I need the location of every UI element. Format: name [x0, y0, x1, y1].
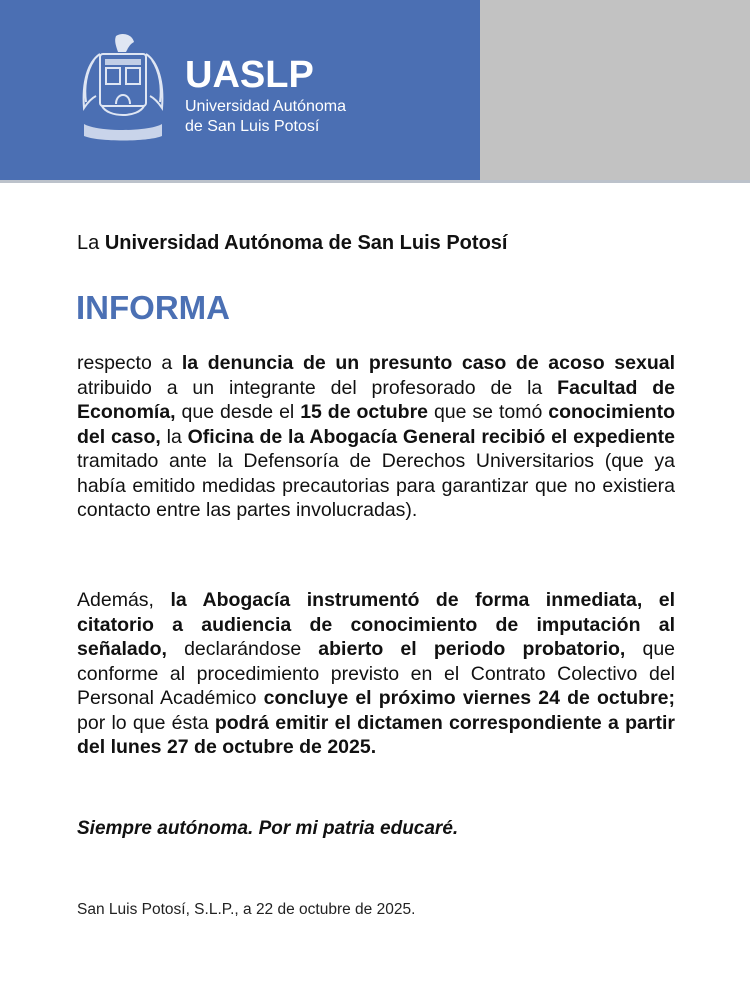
text-segment: que desde el: [175, 401, 301, 423]
bold-segment: concluye el próximo viernes 24 de octubre;: [263, 687, 676, 709]
text-segment: atribuido a un integrante del profesorado de la: [77, 376, 558, 399]
brand-panel: [0, 0, 480, 180]
bold-segment: abierto el periodo probatorio,: [318, 638, 626, 660]
intro-line: [77, 230, 507, 256]
brand-name-line1: Universidad Autónoma: [185, 98, 346, 115]
motto: Siempre autónoma. Por mi patria educaré.: [77, 818, 459, 839]
text-segment: Además,: [77, 589, 171, 611]
paragraph-2: [77, 588, 675, 760]
institution-name: Universidad Autónoma de San Luis Potosí: [104, 232, 508, 254]
text-segment: por lo que ésta: [77, 711, 215, 734]
header-divider: [0, 180, 750, 183]
header-banner: [0, 0, 750, 182]
text-segment: declarándose: [166, 638, 319, 660]
text-segment: que se tomó: [428, 401, 549, 423]
bold-segment: conocimiento del caso,: [77, 401, 675, 448]
bold-segment: 15 de octubre: [300, 401, 429, 423]
gray-block: [480, 0, 750, 180]
text-segment: respecto a: [77, 352, 182, 374]
place-date: San Luis Potosí, S.L.P., a 22 de octubre de 2025.: [77, 901, 416, 918]
text-segment: que conforme al procedimiento previsto en el Contrato Colectivo del Personal Académico: [77, 638, 676, 709]
heading-informa: INFORMA: [76, 289, 230, 326]
intro-prefix: La: [77, 232, 100, 254]
text-segment: la: [160, 425, 188, 448]
paragraph-1: [77, 351, 675, 523]
bold-segment: Facultad de Economía,: [77, 376, 676, 423]
bold-segment: la Abogacía instrumentó de forma inmediata, el citatorio a audiencia de conocimiento de imputación al señalado,: [77, 589, 676, 660]
bold-segment: la denuncia de un presunto caso de acoso sexual: [181, 352, 675, 374]
brand-acronym: UASLP: [185, 54, 314, 96]
bold-segment: Oficina de la Abogacía General recibió el expediente: [187, 425, 676, 448]
bold-segment: podrá emitir el dictamen correspondiente a partir del lunes 27 de octubre de 2025.: [77, 711, 675, 758]
brand-name-line2: de San Luis Potosí: [185, 118, 320, 135]
university-seal-icon: [78, 32, 168, 144]
text-segment: tramitado ante la Defensoría de Derechos Universitarios (que ya había emitido medidas precautorias para garantizar que no existiera contacto entre las partes involucradas).: [77, 450, 675, 521]
brand-text: [185, 56, 346, 137]
